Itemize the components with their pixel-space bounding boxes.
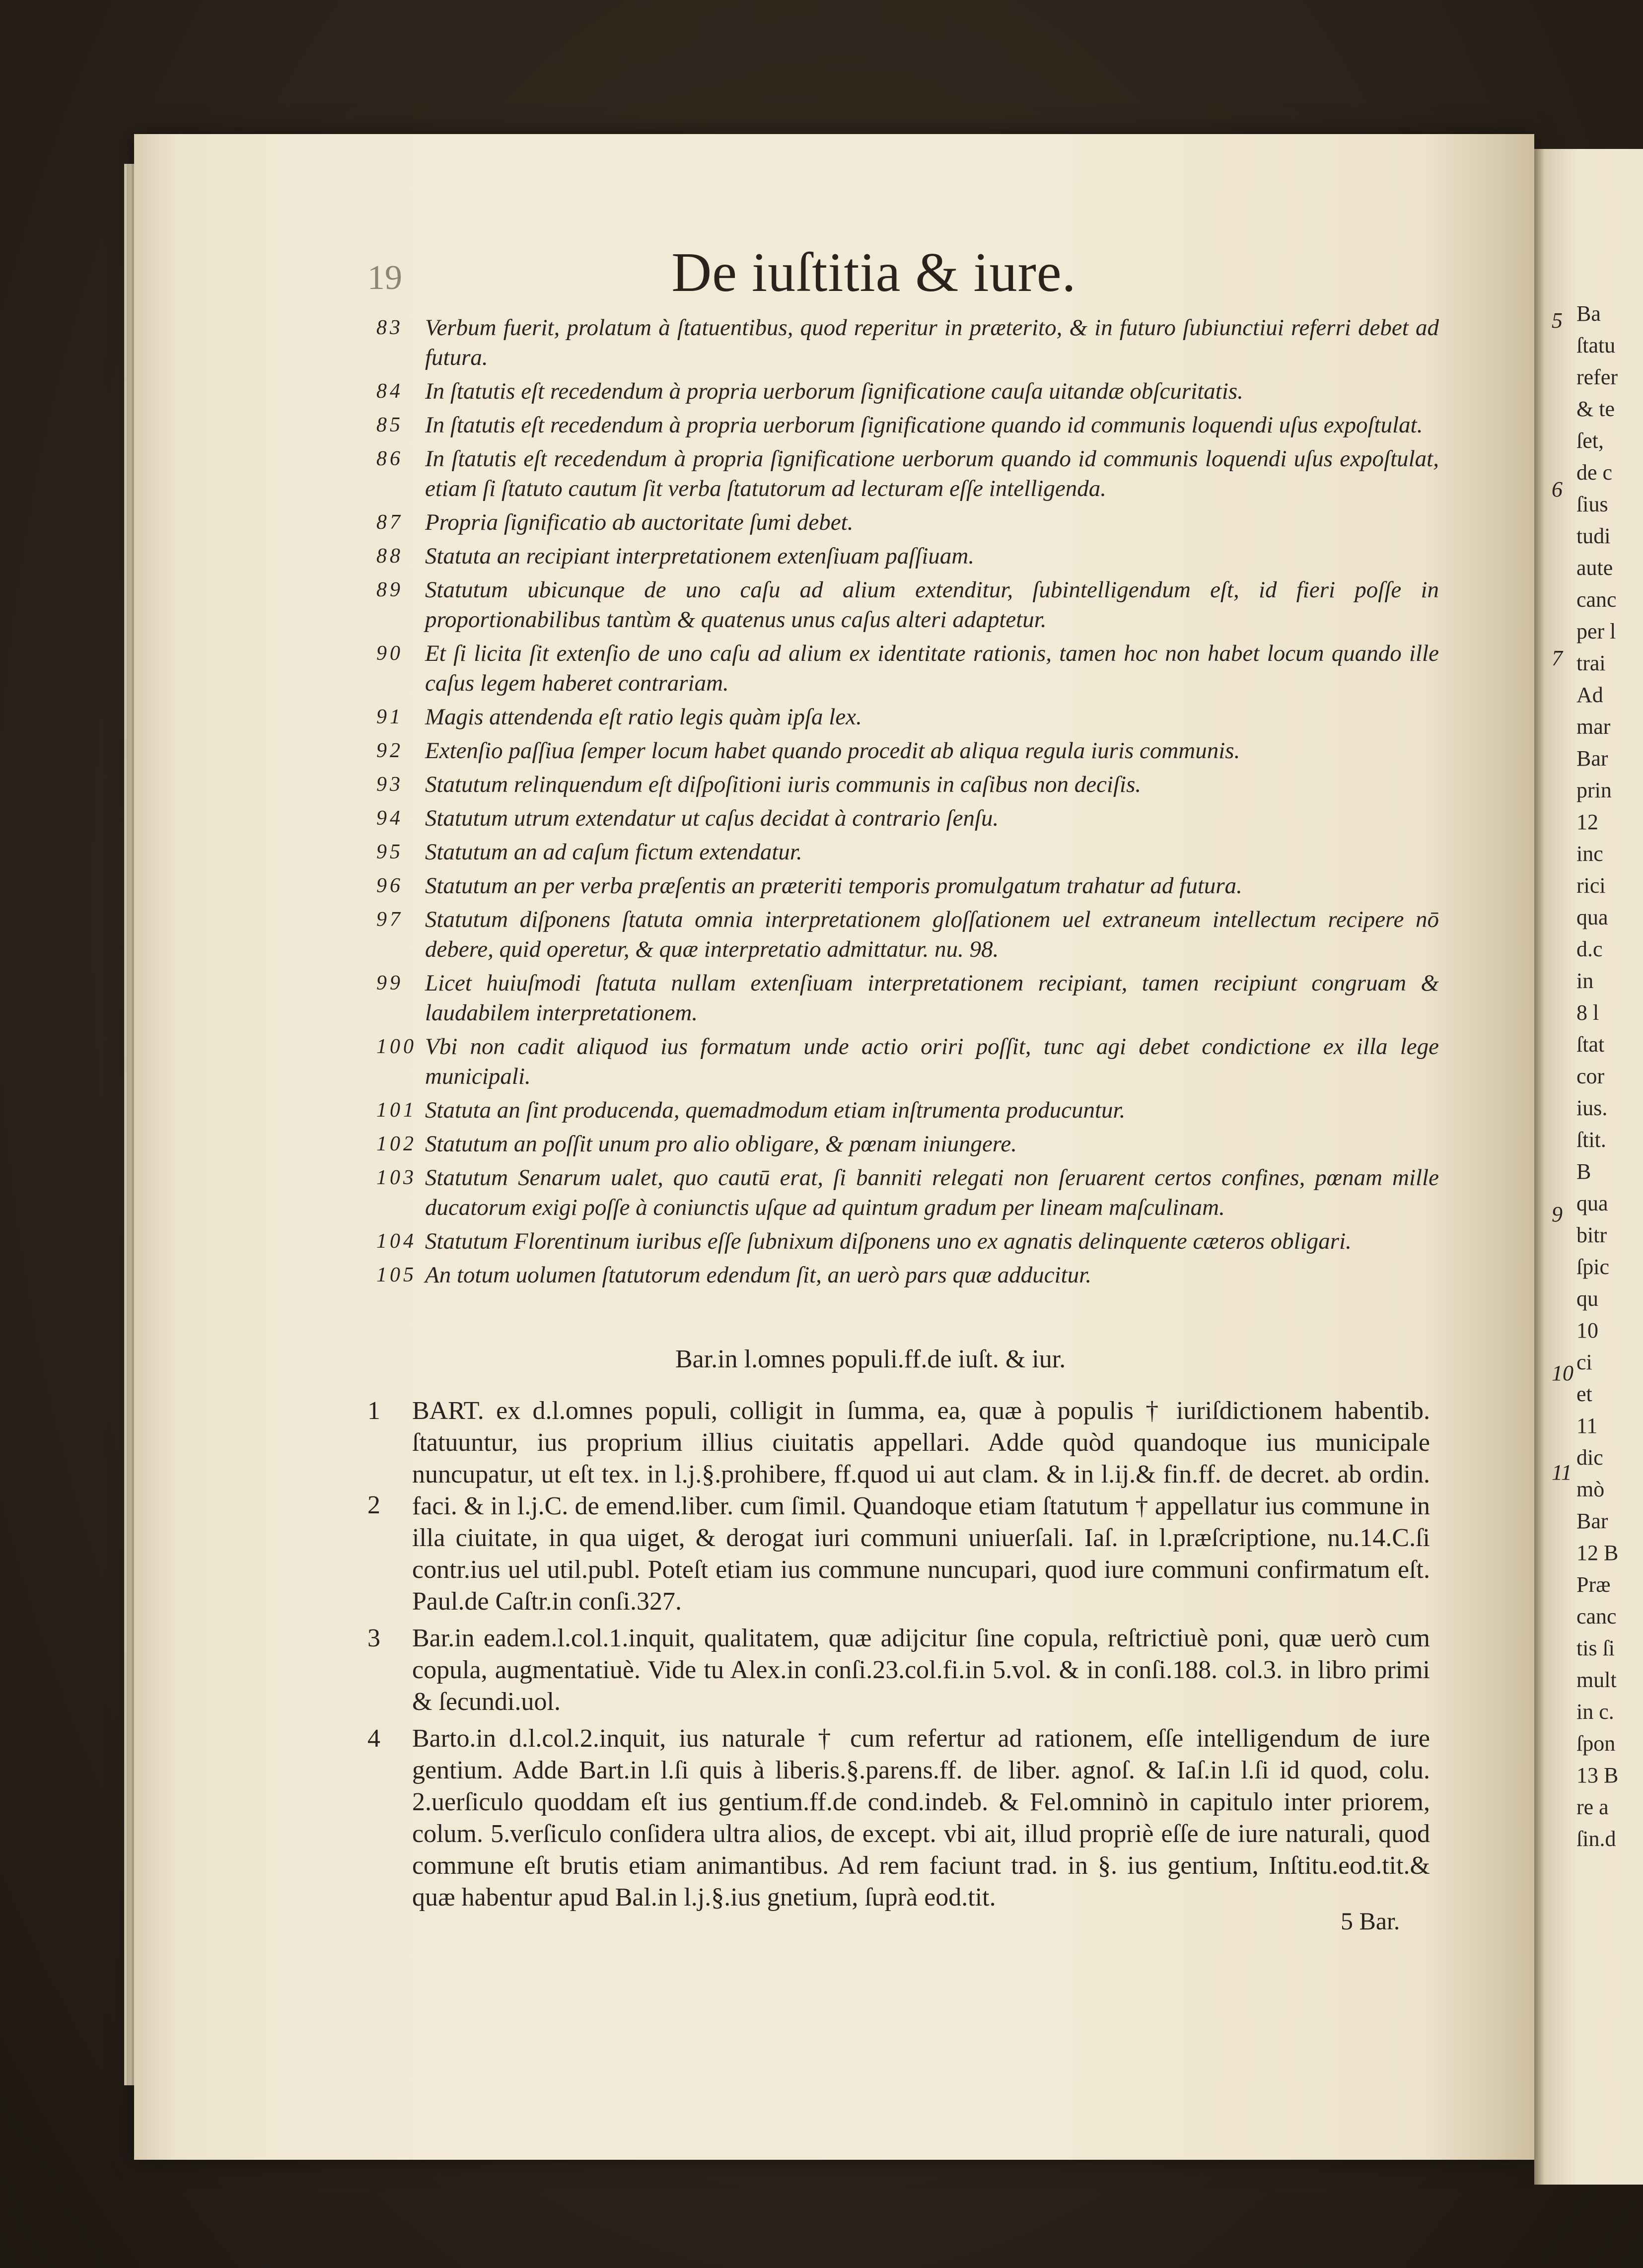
section-subtitle: Bar.in l.omnes populi.ff.de iuſt. & iur. [675, 1345, 1066, 1373]
right-page-line: de c [1576, 460, 1613, 485]
right-page-line: cor [1576, 1064, 1605, 1088]
summary-item [376, 1095, 1439, 1125]
right-page-line: per l [1576, 619, 1616, 643]
right-page-line: in [1576, 969, 1594, 993]
commentary-paragraph [367, 1623, 1430, 1718]
summary-number: 96 [376, 874, 403, 897]
right-page-line: qua [1576, 905, 1608, 929]
summary-text: Statutum an poſſit unum pro alio obligare, & pœnam iniungere. [425, 1131, 1017, 1157]
paragraph-text: BART. ex d.l.omnes populi, colligit in ſumma, ea, quæ à populis † iuriſdictionem habentib. ſtatuuntur, ius proprium illius ciuitatis appellari. Adde quòd quandoque ius municipale nuncupatur, ut eſt tex. in l.j.§.prohibere, ff.quod ui aut clam. & in l.ij.& fin.ff. de decret. ab ordin. faci. & in l.j.C. de emend.liber. cum ſimil. Quandoque etiam ſtatutum † appellatur ius commune in illa ciuitate, in qua uiget, & derogat iuri communi uniuerſali. Iaſ. in l.præſcriptione, nu.14.C.ſi contr.ius uel util.publ. Poteſt etiam ius commune nuncupari, quod iure communi confirmatum eſt. Paul.de Caſtr.in conſi.327. [412, 1397, 1430, 1616]
right-page-line: Ba [1576, 301, 1601, 326]
right-page-line: qu [1576, 1286, 1598, 1311]
summary-item [376, 1260, 1439, 1290]
paragraph-number: 4 [367, 1724, 380, 1753]
summary-number: 88 [376, 545, 403, 567]
right-page-line: ius. [1576, 1096, 1608, 1120]
right-page-line: inc [1576, 842, 1603, 866]
summary-text: Licet huiuſmodi ſtatuta nullam extenſiuam interpretationem recipiant, tamen recipiunt congruam & laudabilem interpretationem. [425, 970, 1439, 1026]
summary-text: Statuta an ſint producenda, quemadmodum etiam inſtrumenta producuntur. [425, 1097, 1126, 1123]
summary-item [376, 313, 1439, 372]
summary-text: Statutum diſponens ſtatuta omnia interpretationem gloſſationem uel extraneum intellectum recipere nō debere, quid operetur, & quæ interpretatio admittatur. nu. 98. [425, 907, 1439, 962]
right-page-line: Bar [1576, 1509, 1608, 1533]
summary-item [376, 803, 1439, 833]
right-page-line: ſpic [1576, 1255, 1609, 1279]
right-page-line: rici [1576, 873, 1606, 898]
summary-text: Statutum an ad caſum fictum extendatur. [425, 839, 802, 865]
summary-number: 86 [376, 447, 403, 470]
summary-text: Statutum relinquendum eſt diſpoſitioni iuris communis in caſibus non deciſis. [425, 772, 1142, 797]
summary-number: 93 [376, 773, 403, 796]
right-page-line: ſin.d [1576, 1827, 1616, 1851]
summary-item [376, 507, 1439, 537]
summary-text: In ſtatutis eſt recedendum à propria ſignificatione uerborum quando id communis loquendi uſus expoſtulat, etiam ſi ſtatuto cautum ſit verba ſtatutorum ad lecturam eſſe intelligenda. [425, 446, 1439, 501]
summary-number: 104 [376, 1230, 417, 1253]
summary-item [376, 444, 1439, 503]
right-page-line: bitr [1576, 1223, 1607, 1247]
summary-text: An totum uolumen ſtatutorum edendum ſit, an uerò pars quæ adducitur. [425, 1262, 1092, 1288]
right-page-line: aute [1576, 556, 1613, 580]
right-page-line: mò [1576, 1477, 1605, 1501]
right-page-number: 10 [1552, 1361, 1573, 1385]
folio-number: 19 [367, 259, 402, 297]
summary-number: 94 [376, 807, 403, 830]
commentary-paragraph [367, 1723, 1430, 1914]
right-page-line: B [1576, 1159, 1591, 1184]
summary-item [376, 541, 1439, 571]
right-page-line: ſtatu [1576, 333, 1616, 357]
summary-item [376, 736, 1439, 766]
right-page-line: trai [1576, 651, 1606, 675]
right-page-line: 11 [1576, 1414, 1598, 1438]
summary-text: Statuta an recipiant interpretationem extenſiuam paſſiuam. [425, 543, 975, 569]
right-page-line: 12 [1576, 810, 1598, 834]
right-page-line: 12 B [1576, 1541, 1619, 1565]
right-page-line: canc [1576, 1604, 1617, 1629]
right-page-line: ſius [1576, 492, 1608, 516]
right-page-number: 6 [1552, 477, 1563, 501]
right-page-line: dic [1576, 1445, 1603, 1470]
summary-item [376, 702, 1439, 732]
summary-number: 89 [376, 578, 403, 601]
summary-number: 105 [376, 1264, 417, 1286]
summary-item [376, 410, 1439, 440]
paragraph-number: 2 [367, 1491, 380, 1519]
right-page-line: canc [1576, 587, 1617, 612]
right-page-text [1576, 298, 1641, 1855]
summary-item [376, 770, 1439, 799]
paragraph-number: 1 [367, 1397, 380, 1425]
summary-number: 102 [376, 1133, 417, 1155]
right-page-line: d.c [1576, 937, 1603, 961]
summary-item [376, 638, 1439, 698]
right-page-line: Præ [1576, 1572, 1611, 1597]
summary-number: 101 [376, 1099, 417, 1122]
right-page-number: 11 [1552, 1460, 1572, 1485]
summary-text: Extenſio paſſiua ſemper locum habet quando procedit ab aliqua regula iuris communis. [425, 738, 1240, 764]
summary-item [376, 871, 1439, 901]
summary-text: Statutum ubicunque de uno caſu ad alium extenditur, ſubintelligendum eſt, id fieri poſſe in proportionabilibus tantùm & quatenus unus caſus alteri adaptetur. [425, 577, 1439, 633]
summary-number: 100 [376, 1035, 417, 1058]
summary-number: 85 [376, 414, 403, 436]
right-page-line: ſpon [1576, 1731, 1616, 1756]
summary-number: 92 [376, 739, 403, 762]
paragraph-number: 3 [367, 1624, 380, 1652]
summary-item [376, 1226, 1439, 1256]
right-page-line: Bar [1576, 746, 1608, 771]
summary-number: 95 [376, 841, 403, 863]
right-page-line: prin [1576, 778, 1612, 802]
summary-item [376, 376, 1439, 406]
right-page-line: re a [1576, 1795, 1609, 1819]
summary-text: Magis attendenda eſt ratio legis quàm ipſa lex. [425, 704, 862, 730]
summary-item [376, 1129, 1439, 1159]
summary-number: 99 [376, 972, 403, 994]
summary-text: Statutum Senarum ualet, quo cautū erat, ſi banniti relegati non ſeruarent certos confines, pœnam mille ducatorum exigi poſſe à coniunctis uſque ad quintum gradum per lineam maſculinam. [425, 1165, 1439, 1220]
right-page-line: qua [1576, 1191, 1608, 1215]
summary-item [376, 1032, 1439, 1091]
catchword: 5 Bar. [1341, 1907, 1400, 1935]
summary-text: Statutum utrum extendatur ut caſus decidat à contrario ſenſu. [425, 805, 999, 831]
commentary-paragraph [367, 1395, 1430, 1618]
summary-text: Propria ſignificatio ab auctoritate ſumi debet. [425, 509, 854, 535]
right-page-line: ci [1576, 1350, 1592, 1374]
right-page-line: 13 B [1576, 1763, 1619, 1787]
summary-number: 87 [376, 511, 403, 534]
right-page-line: refer [1576, 365, 1618, 389]
commentary-body [367, 1395, 1430, 1918]
summary-item [376, 905, 1439, 964]
summary-text: Statutum an per verba præſentis an præteriti temporis promulgatum trahatur ad futura. [425, 873, 1242, 899]
page-title: De iuſtitia & iure. [671, 242, 1076, 303]
right-page-line: ſtit. [1576, 1128, 1606, 1152]
summary-text: Et ſi licita ſit extenſio de uno caſu ad alium ex identitate rationis, tamen hoc non habet locum quando ille caſus legem haberet contrariam. [425, 640, 1439, 696]
right-page-line: Ad [1576, 683, 1603, 707]
right-page-line: et [1576, 1382, 1592, 1406]
right-page-line: 10 [1576, 1318, 1598, 1343]
summary-text: In ſtatutis eſt recedendum à propria uerborum ſignificatione quando id communis loquendi uſus expoſtulat. [425, 412, 1423, 438]
summary-list [376, 313, 1439, 1294]
summary-text: In ſtatutis eſt recedendum à propria uerborum ſignificatione cauſa uitandæ obſcuritatis. [425, 378, 1243, 404]
summary-item [376, 575, 1439, 635]
right-page-line: mult [1576, 1668, 1617, 1692]
summary-number: 103 [376, 1166, 417, 1189]
summary-text: Statutum Florentinum iuribus eſſe ſubnixum diſponens uno ex agnatis delinquente cæteros obligari. [425, 1228, 1352, 1254]
right-page-line: mar [1576, 714, 1611, 739]
right-page-line: & te [1576, 397, 1615, 421]
right-page-line: tis ſi [1576, 1636, 1615, 1660]
summary-number: 97 [376, 908, 403, 931]
summary-number: 90 [376, 642, 403, 665]
paragraph-text: Barto.in d.l.col.2.inquit, ius naturale † cum refertur ad rationem, eſſe intelligendum de iure gentium. Adde Bart.in l.ſi quis à liberis.§.parens.ff. de liber. agnoſ. & Iaſ.in l.ſi id quod, colu. 2.uerſiculo quoddam eſt ius gentium.ff.de cond.indeb. & Fel.omninò in capitulo inter priorem, colum. 5.verſiculo conſidera ultra alios, de except. vbi ait, illud propriè eſſe de iure naturali, quod commune eſt brutis etiam animantibus. Ad rem faciunt trad. in §. ius gentium, Inſtitu.eod.tit.& quæ habentur apud Bal.in l.j.§.ius gnetium, ſuprà eod.tit. [412, 1724, 1430, 1912]
right-page-number: 9 [1552, 1202, 1563, 1226]
summary-number: 83 [376, 316, 403, 339]
summary-item [376, 1163, 1439, 1222]
right-page-number: 5 [1552, 308, 1563, 333]
summary-number: 91 [376, 706, 403, 728]
right-page-number: 7 [1552, 646, 1563, 670]
summary-item [376, 837, 1439, 867]
paragraph-text: Bar.in eadem.l.col.1.inquit, qualitatem, quæ adijcitur ſine copula, reſtrictiuè poni, quæ uerò cum copula, augmentatiuè. Vide tu Alex.in conſi.23.col.fi.in 5.vol. & in conſi.188. col.3. in libro primi & ſecundi.uol. [412, 1624, 1430, 1716]
summary-item [376, 968, 1439, 1028]
summary-number: 84 [376, 380, 403, 403]
right-page-line: in c. [1576, 1700, 1614, 1724]
right-page-line: ſtat [1576, 1032, 1605, 1057]
right-page-line: 8 l [1576, 1000, 1599, 1025]
summary-text: Vbi non cadit aliquod ius formatum unde actio oriri poſſit, tunc agi debet condictione ex illa lege municipali. [425, 1034, 1439, 1089]
right-page-line: ſet, [1576, 428, 1604, 453]
summary-text: Verbum fuerit, prolatum à ſtatuentibus, quod reperitur in præterito, & in futuro ſubiunctiui referri debet ad futura. [425, 315, 1439, 370]
right-page-line: tudi [1576, 524, 1611, 548]
